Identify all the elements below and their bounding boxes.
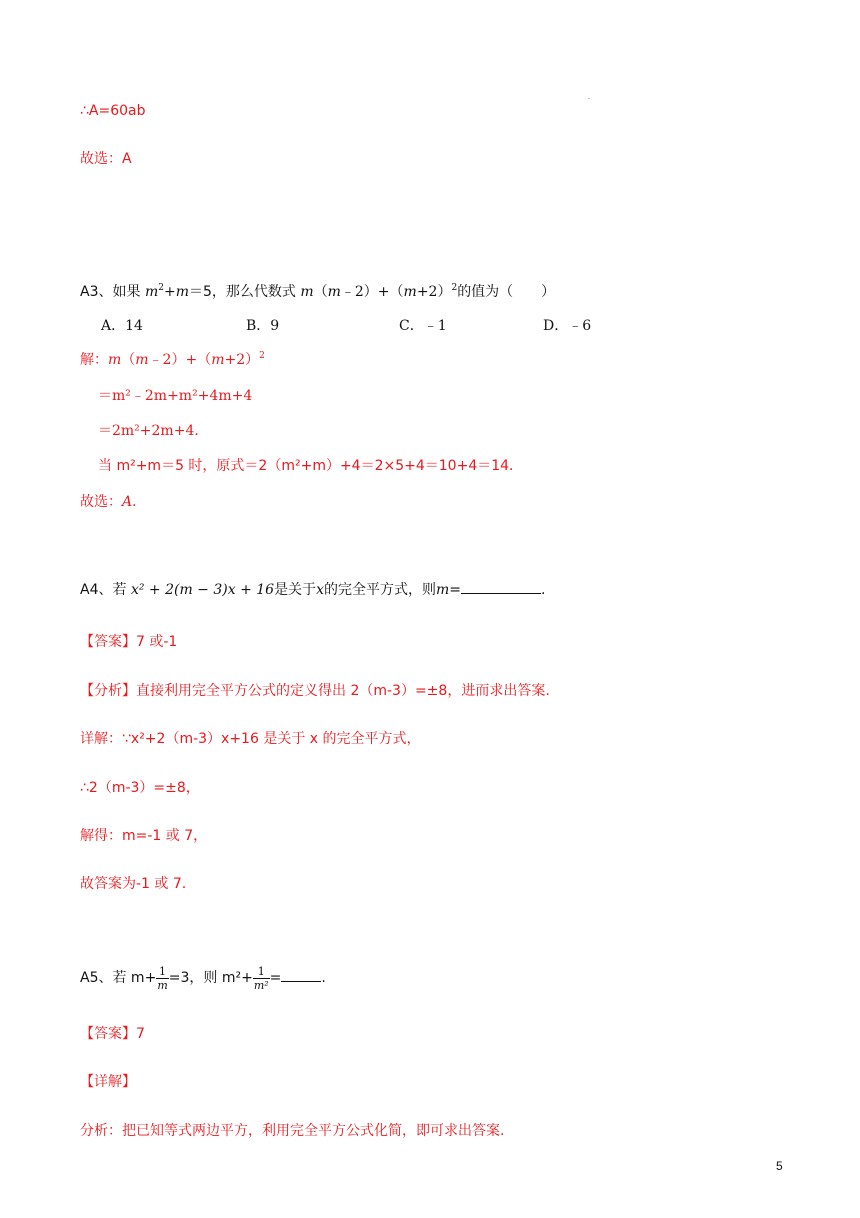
a4-step-3: 故答案为-1 或 7.	[80, 876, 187, 892]
a3-option-a: A．14	[101, 318, 143, 334]
a4-question: A4、若 x² + 2(m − 3)x + 16是关于x的完全平方式，则m= .	[80, 578, 545, 600]
a5-analysis: 分析：把已知等式两边平方，利用完全平方公式化简，即可求出答案.	[80, 1123, 505, 1139]
a5-detail-heading: 【详解】	[80, 1074, 136, 1090]
answer-blank	[281, 966, 321, 982]
a4-analysis: 【分析】直接利用完全平方公式的定义得出 2（m-3）=±8，进而求出答案.	[80, 683, 550, 699]
fraction-1-over-m-squared: $\frac{1}{\text{m²}}$	[253, 964, 269, 992]
a3-solution-line-2: ＝m²﹣2m+m²+4m+4	[98, 388, 253, 404]
answer-blank	[461, 578, 541, 594]
a5-question: A5、若 m+ $\frac{1}{m}$ =3，则 m²+ $\frac{1}{\text{m²}}$ = .	[80, 964, 326, 992]
a3-solution-line-1: 解：$m(m﹣2)+(m+2)^2$	[80, 351, 265, 368]
a4-answer: 【答案】7 或-1	[80, 634, 178, 650]
fraction-1-over-m: $\frac{1}{m}$	[157, 964, 168, 992]
a4-step-1: ∴2（m-3）=±8，	[80, 780, 200, 796]
a3-option-b: B．9	[246, 318, 280, 334]
a3-option-c: C．﹣1	[399, 318, 447, 334]
a3-solution-line-4: 当 m²+m＝5 时，原式＝2（m²+m）+4＝2×5+4＝10+4＝14．	[98, 458, 524, 474]
a4-step-2: 解得：m=-1 或 7，	[80, 828, 208, 844]
stray-dot: ·	[588, 96, 590, 103]
a3-choice-line: 故选：A．	[80, 494, 147, 510]
a5-answer: 【答案】7	[80, 1026, 145, 1042]
page-number: 5	[776, 1159, 783, 1173]
a4-detail: 详解：∵x²+2（m-3）x+16 是关于 x 的完全平方式，	[80, 731, 421, 747]
a3-question: A3、如果 $m^2+m=5$，那么代数式 $m(m﹣2)+(m+2)^2$的值为（ ）	[80, 283, 556, 300]
therefore-line: ∴A=60ab	[80, 103, 146, 119]
a3-solution-line-3: ＝2m²+2m+4．	[98, 423, 209, 439]
a3-option-d: D．﹣6	[543, 318, 592, 334]
choice-line: 故选：A	[80, 151, 132, 167]
